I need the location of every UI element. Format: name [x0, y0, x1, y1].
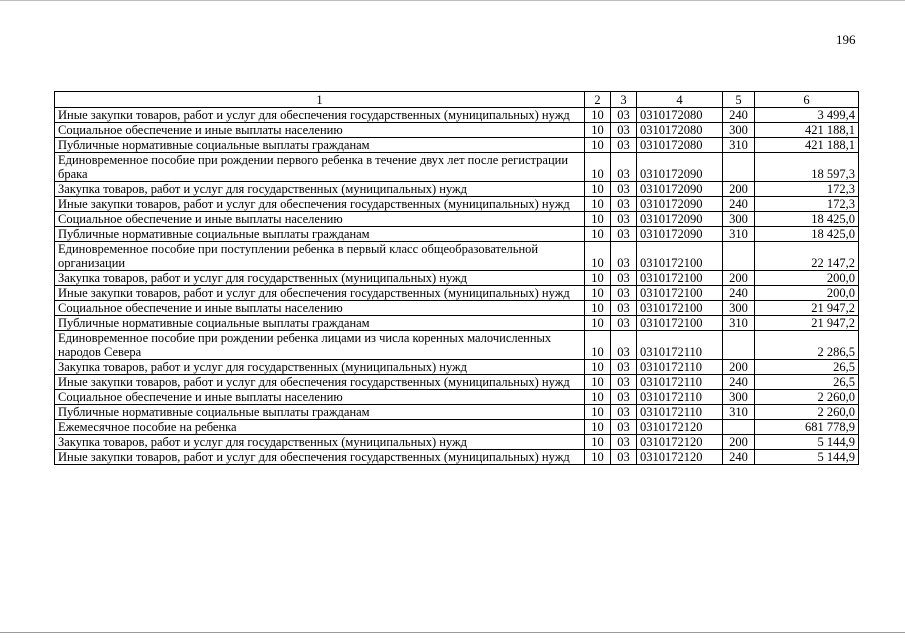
row-amount: 172,3: [755, 182, 859, 197]
row-amount: 5 144,9: [755, 450, 859, 465]
row-section: 10: [585, 197, 611, 212]
row-name: Социальное обеспечение и иные выплаты населению: [55, 212, 585, 227]
row-target-code: 0310172120: [637, 420, 723, 435]
row-section: 10: [585, 123, 611, 138]
budget-table: [54, 91, 859, 465]
row-name: Публичные нормативные социальные выплаты гражданам: [55, 227, 585, 242]
table-row: [55, 182, 859, 197]
row-amount: 18 597,3: [755, 153, 859, 182]
table-row: [55, 138, 859, 153]
row-amount: 26,5: [755, 360, 859, 375]
table-row: [55, 360, 859, 375]
table-row: [55, 286, 859, 301]
row-target-code: 0310172090: [637, 197, 723, 212]
row-expense-type: 200: [723, 435, 755, 450]
row-subsection: 03: [611, 242, 637, 271]
table-row: [55, 435, 859, 450]
row-name: Иные закупки товаров, работ и услуг для обеспечения государственных (муниципальных) нужд: [55, 450, 585, 465]
row-expense-type: [723, 331, 755, 360]
row-amount: 421 188,1: [755, 123, 859, 138]
row-name: Публичные нормативные социальные выплаты гражданам: [55, 316, 585, 331]
row-section: 10: [585, 227, 611, 242]
table-row: [55, 153, 859, 182]
row-target-code: 0310172110: [637, 360, 723, 375]
row-amount: 200,0: [755, 271, 859, 286]
table-row: [55, 197, 859, 212]
row-name: Иные закупки товаров, работ и услуг для обеспечения государственных (муниципальных) нужд: [55, 286, 585, 301]
table-row: [55, 316, 859, 331]
row-amount: 681 778,9: [755, 420, 859, 435]
row-subsection: 03: [611, 212, 637, 227]
row-expense-type: 300: [723, 212, 755, 227]
col-header-amount: 6: [755, 92, 859, 108]
row-amount: 2 260,0: [755, 390, 859, 405]
row-target-code: 0310172120: [637, 435, 723, 450]
row-section: 10: [585, 182, 611, 197]
row-section: 10: [585, 108, 611, 123]
row-target-code: 0310172090: [637, 227, 723, 242]
row-amount: 2 260,0: [755, 405, 859, 420]
row-name: Иные закупки товаров, работ и услуг для обеспечения государственных (муниципальных) нужд: [55, 197, 585, 212]
row-section: 10: [585, 390, 611, 405]
table-header-row: [55, 92, 859, 108]
row-amount: 18 425,0: [755, 212, 859, 227]
row-name: Иные закупки товаров, работ и услуг для обеспечения государственных (муниципальных) нужд: [55, 375, 585, 390]
row-amount: 22 147,2: [755, 242, 859, 271]
row-subsection: 03: [611, 182, 637, 197]
row-subsection: 03: [611, 375, 637, 390]
table-body: [55, 108, 859, 465]
row-name: Закупка товаров, работ и услуг для государственных (муниципальных) нужд: [55, 182, 585, 197]
row-expense-type: [723, 420, 755, 435]
row-subsection: 03: [611, 435, 637, 450]
row-target-code: 0310172090: [637, 212, 723, 227]
row-section: 10: [585, 286, 611, 301]
row-target-code: 0310172110: [637, 390, 723, 405]
col-header-section: 2: [585, 92, 611, 108]
row-target-code: 0310172080: [637, 138, 723, 153]
row-name: Закупка товаров, работ и услуг для государственных (муниципальных) нужд: [55, 360, 585, 375]
row-name: Закупка товаров, работ и услуг для государственных (муниципальных) нужд: [55, 271, 585, 286]
row-name: Иные закупки товаров, работ и услуг для обеспечения государственных (муниципальных) нужд: [55, 108, 585, 123]
row-subsection: 03: [611, 153, 637, 182]
row-section: 10: [585, 153, 611, 182]
row-section: 10: [585, 405, 611, 420]
row-target-code: 0310172120: [637, 450, 723, 465]
row-section: 10: [585, 331, 611, 360]
row-amount: 200,0: [755, 286, 859, 301]
row-amount: 421 188,1: [755, 138, 859, 153]
row-expense-type: 300: [723, 301, 755, 316]
row-subsection: 03: [611, 197, 637, 212]
row-name: Единовременное пособие при поступлении ребенка в первый класс общеобразовательной организации: [55, 242, 585, 271]
row-subsection: 03: [611, 331, 637, 360]
row-section: 10: [585, 360, 611, 375]
row-section: 10: [585, 212, 611, 227]
row-expense-type: 310: [723, 138, 755, 153]
row-target-code: 0310172100: [637, 242, 723, 271]
row-amount: 21 947,2: [755, 316, 859, 331]
table-row: [55, 227, 859, 242]
row-expense-type: 240: [723, 286, 755, 301]
row-target-code: 0310172100: [637, 301, 723, 316]
row-target-code: 0310172110: [637, 375, 723, 390]
table-row: [55, 420, 859, 435]
table-row: [55, 331, 859, 360]
row-amount: 18 425,0: [755, 227, 859, 242]
row-target-code: 0310172090: [637, 182, 723, 197]
row-subsection: 03: [611, 390, 637, 405]
row-subsection: 03: [611, 420, 637, 435]
table-row: [55, 212, 859, 227]
table-row: [55, 271, 859, 286]
row-subsection: 03: [611, 450, 637, 465]
row-expense-type: 200: [723, 182, 755, 197]
row-name: Социальное обеспечение и иные выплаты населению: [55, 301, 585, 316]
table-row: [55, 123, 859, 138]
row-section: 10: [585, 271, 611, 286]
row-name: Единовременное пособие при рождении ребенка лицами из числа коренных малочисленных народов Севера: [55, 331, 585, 360]
row-section: 10: [585, 375, 611, 390]
row-subsection: 03: [611, 108, 637, 123]
bottom-scan-edge: [0, 632, 905, 633]
row-subsection: 03: [611, 286, 637, 301]
row-name: Ежемесячное пособие на ребенка: [55, 420, 585, 435]
row-subsection: 03: [611, 301, 637, 316]
row-amount: 21 947,2: [755, 301, 859, 316]
row-target-code: 0310172080: [637, 108, 723, 123]
table-row: [55, 390, 859, 405]
top-scan-edge: [0, 0, 905, 1]
col-header-subsection: 3: [611, 92, 637, 108]
table-row: [55, 242, 859, 271]
row-name: Публичные нормативные социальные выплаты гражданам: [55, 138, 585, 153]
row-expense-type: 310: [723, 227, 755, 242]
row-target-code: 0310172100: [637, 271, 723, 286]
row-name: Социальное обеспечение и иные выплаты населению: [55, 123, 585, 138]
row-subsection: 03: [611, 360, 637, 375]
table-row: [55, 405, 859, 420]
row-section: 10: [585, 420, 611, 435]
row-subsection: 03: [611, 316, 637, 331]
row-name: Единовременное пособие при рождении первого ребенка в течение двух лет после регистрации брака: [55, 153, 585, 182]
row-section: 10: [585, 450, 611, 465]
row-amount: 26,5: [755, 375, 859, 390]
row-expense-type: 310: [723, 405, 755, 420]
row-target-code: 0310172110: [637, 405, 723, 420]
row-amount: 2 286,5: [755, 331, 859, 360]
row-amount: 5 144,9: [755, 435, 859, 450]
row-expense-type: 300: [723, 123, 755, 138]
row-target-code: 0310172100: [637, 286, 723, 301]
row-target-code: 0310172080: [637, 123, 723, 138]
row-expense-type: 300: [723, 390, 755, 405]
row-amount: 3 499,4: [755, 108, 859, 123]
row-name: Социальное обеспечение и иные выплаты населению: [55, 390, 585, 405]
row-amount: 172,3: [755, 197, 859, 212]
row-expense-type: 200: [723, 360, 755, 375]
row-subsection: 03: [611, 123, 637, 138]
row-section: 10: [585, 138, 611, 153]
row-section: 10: [585, 316, 611, 331]
page-number: 196: [836, 32, 856, 47]
col-header-target-code: 4: [637, 92, 723, 108]
table-row: [55, 450, 859, 465]
row-expense-type: 240: [723, 108, 755, 123]
row-section: 10: [585, 242, 611, 271]
row-expense-type: 240: [723, 197, 755, 212]
row-subsection: 03: [611, 227, 637, 242]
row-expense-type: 310: [723, 316, 755, 331]
row-expense-type: [723, 242, 755, 271]
row-subsection: 03: [611, 138, 637, 153]
row-name: Закупка товаров, работ и услуг для государственных (муниципальных) нужд: [55, 435, 585, 450]
row-subsection: 03: [611, 271, 637, 286]
col-header-name: 1: [55, 92, 585, 108]
row-section: 10: [585, 301, 611, 316]
col-header-expense-type: 5: [723, 92, 755, 108]
row-target-code: 0310172110: [637, 331, 723, 360]
row-expense-type: [723, 153, 755, 182]
row-subsection: 03: [611, 405, 637, 420]
row-expense-type: 240: [723, 450, 755, 465]
table-row: [55, 301, 859, 316]
row-expense-type: 200: [723, 271, 755, 286]
row-section: 10: [585, 435, 611, 450]
row-expense-type: 240: [723, 375, 755, 390]
row-name: Публичные нормативные социальные выплаты гражданам: [55, 405, 585, 420]
table-row: [55, 108, 859, 123]
row-target-code: 0310172100: [637, 316, 723, 331]
row-target-code: 0310172090: [637, 153, 723, 182]
table-row: [55, 375, 859, 390]
